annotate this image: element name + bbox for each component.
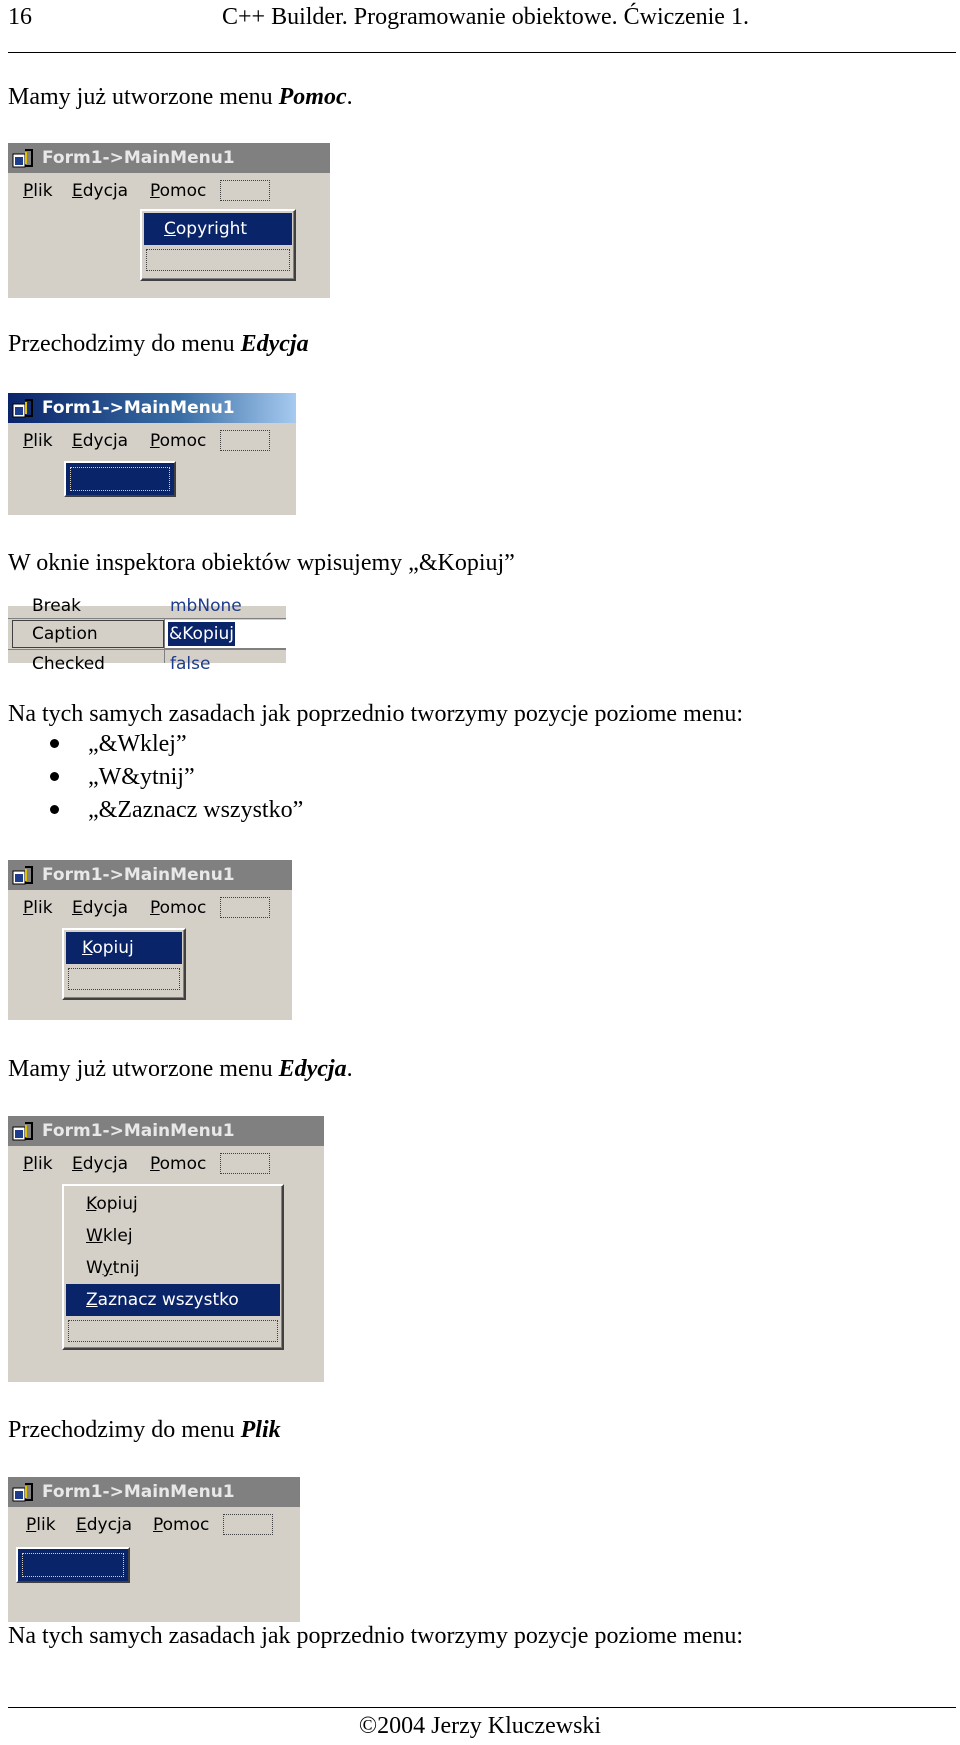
new-item-placeholder[interactable] [68, 968, 180, 990]
property-name: Caption [32, 624, 98, 644]
paragraph: Na tych samych zasadach jak poprzednio tworzymy pozycje poziome menu: [8, 701, 744, 727]
paragraph [8, 83, 353, 111]
paragraph-text: . [346, 1056, 353, 1082]
menu-item-zaznacz-wszystko[interactable]: Zaznacz wszystko [66, 1284, 280, 1316]
window-title: Form1->MainMenu1 [42, 148, 235, 168]
menu-bar [8, 890, 292, 926]
header-rule [8, 52, 956, 53]
property-value: false [170, 654, 211, 674]
designer-window-edycja-full [8, 1116, 324, 1382]
menu-item-kopiuj[interactable]: Kopiuj [86, 1194, 138, 1214]
bullet [50, 772, 59, 781]
menu-bar [8, 423, 296, 459]
dropdown-menu [62, 928, 186, 1000]
window-title: Form1->MainMenu1 [42, 398, 235, 418]
selected-new-item[interactable] [16, 1547, 130, 1583]
title-bar [8, 1116, 324, 1146]
menu-item-copyright[interactable]: Copyright [144, 213, 292, 245]
property-name: Checked [32, 654, 105, 674]
title-bar [8, 143, 330, 173]
emphasis: Edycja [240, 331, 309, 357]
caption-value-selected: &Kopiuj [169, 624, 234, 644]
window-title: Form1->MainMenu1 [42, 1482, 235, 1502]
bullet [50, 739, 59, 748]
title-bar [8, 860, 292, 890]
app-icon [12, 865, 34, 886]
menu-item-edycja[interactable]: Edycja [72, 898, 129, 918]
new-menu-placeholder[interactable] [220, 180, 270, 201]
object-inspector-crop [8, 596, 286, 674]
title-bar [8, 1477, 300, 1507]
menu-item-pomoc[interactable]: Pomoc [150, 181, 207, 201]
list-item: „&Wklej” [88, 731, 187, 757]
designer-window-edycja-empty [8, 393, 296, 515]
app-icon [12, 1482, 34, 1503]
list-item: „&Zaznacz wszystko” [88, 797, 304, 823]
paragraph-text: Przechodzimy do menu [8, 331, 241, 357]
page-header-title: C++ Builder. Programowanie obiektowe. Ćwiczenie 1. [222, 4, 749, 30]
app-icon [12, 148, 34, 169]
menu-item-plik[interactable]: Plik [23, 431, 53, 451]
paragraph-text: Przechodzimy do menu [8, 1417, 241, 1443]
new-menu-placeholder[interactable] [220, 897, 270, 918]
emphasis: Pomoc [278, 84, 347, 110]
designer-window-pomoc [8, 143, 330, 298]
bullet [50, 805, 59, 814]
menu-item-pomoc[interactable]: Pomoc [150, 1154, 207, 1174]
new-item-placeholder[interactable] [68, 1320, 278, 1342]
menu-item-plik[interactable]: Plik [23, 898, 53, 918]
new-menu-placeholder[interactable] [223, 1514, 273, 1535]
designer-window-edycja-kopiuj [8, 860, 292, 1020]
menu-item-edycja[interactable]: Edycja [72, 431, 129, 451]
emphasis: Edycja [278, 1056, 347, 1082]
window-title: Form1->MainMenu1 [42, 1121, 235, 1141]
app-icon [12, 398, 34, 419]
property-name: Break [32, 596, 81, 616]
selected-new-item[interactable] [64, 461, 176, 497]
dropdown-menu [62, 1184, 284, 1350]
menu-item-edycja[interactable]: Edycja [72, 1154, 129, 1174]
menu-item-pomoc[interactable]: Pomoc [153, 1515, 210, 1535]
footer-copyright: ©2004 Jerzy Kluczewski [358, 1713, 602, 1739]
menu-item-plik[interactable]: Plik [26, 1515, 56, 1535]
menu-bar [8, 1507, 300, 1543]
paragraph [8, 330, 309, 358]
new-item-placeholder[interactable] [146, 249, 290, 271]
title-bar [8, 393, 296, 423]
menu-item-wklej[interactable]: Wklej [86, 1226, 133, 1246]
menu-bar [8, 1146, 324, 1182]
menu-item-pomoc[interactable]: Pomoc [150, 898, 207, 918]
menu-item-edycja[interactable]: Edycja [76, 1515, 133, 1535]
new-menu-placeholder[interactable] [220, 430, 270, 451]
menu-item-pomoc[interactable]: Pomoc [150, 431, 207, 451]
new-menu-placeholder[interactable] [220, 1153, 270, 1174]
menu-bar [8, 173, 330, 209]
paragraph: W oknie inspektora obiektów wpisujemy „&Kopiuj” [8, 550, 515, 576]
paragraph-text: . [346, 84, 353, 110]
paragraph: Na tych samych zasadach jak poprzednio tworzymy pozycje poziome menu: [8, 1623, 744, 1649]
paragraph-text: Mamy już utworzone menu [8, 84, 279, 110]
paragraph-text: Mamy już utworzone menu [8, 1056, 279, 1082]
paragraph [8, 1055, 353, 1083]
window-title: Form1->MainMenu1 [42, 865, 235, 885]
caption-value-field[interactable] [164, 620, 286, 649]
paragraph [8, 1416, 281, 1444]
page-number: 16 [8, 4, 32, 30]
footer-rule [8, 1707, 956, 1708]
menu-item-wytnij[interactable]: Wytnij [86, 1258, 140, 1278]
menu-item-kopiuj[interactable]: Kopiuj [66, 932, 182, 964]
menu-item-edycja[interactable]: Edycja [72, 181, 129, 201]
dropdown-menu [140, 209, 296, 281]
menu-item-plik[interactable]: Plik [23, 1154, 53, 1174]
designer-window-plik-empty [8, 1477, 300, 1622]
menu-item-plik[interactable]: Plik [23, 181, 53, 201]
list-item: „W&ytnij” [88, 764, 195, 790]
app-icon [12, 1121, 34, 1142]
emphasis: Plik [240, 1417, 281, 1443]
property-value: mbNone [170, 596, 242, 616]
